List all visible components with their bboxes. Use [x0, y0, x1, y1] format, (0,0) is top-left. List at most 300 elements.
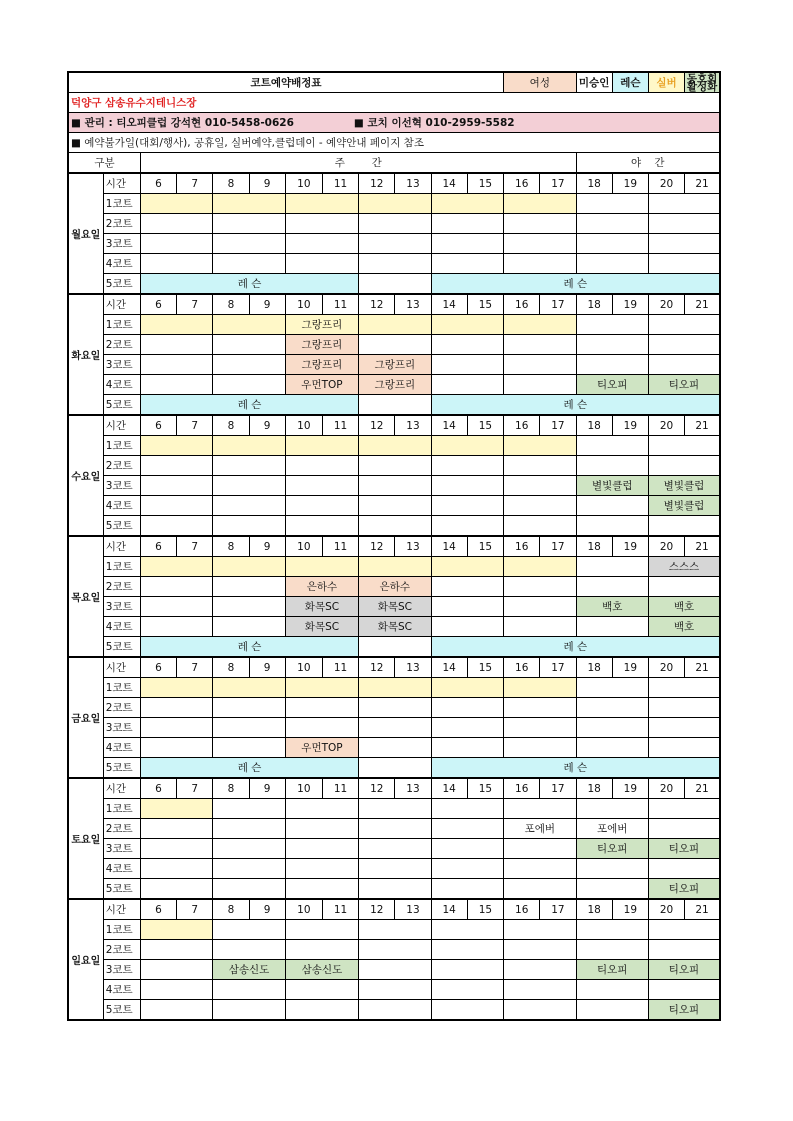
court-label: 1코트 [103, 920, 140, 940]
court-row [68, 678, 720, 698]
hour-cell: 11 [322, 536, 358, 557]
coach-contact: ■ 코치 이선혁 010-2959-5582 [353, 117, 515, 129]
reservation-slot [431, 879, 504, 900]
reservation-slot: 화목SC [359, 597, 431, 617]
hour-cell: 20 [648, 173, 684, 194]
reservation-slot [213, 799, 285, 819]
hour-cell: 15 [467, 415, 503, 436]
reservation-slot [140, 738, 212, 758]
reservation-slot [140, 194, 212, 214]
court-row [68, 375, 720, 395]
reservation-slot [285, 476, 358, 496]
hour-cell: 20 [648, 657, 684, 678]
reservation-slot [285, 980, 358, 1000]
hour-cell: 10 [285, 173, 322, 194]
reservation-slot [359, 879, 431, 900]
hour-cell: 17 [540, 536, 576, 557]
time-label: 시간 [103, 899, 140, 920]
reservation-slot: 레 슨 [140, 758, 358, 779]
reservation-slot: 티오피 [576, 375, 648, 395]
hour-cell: 11 [322, 899, 358, 920]
reservation-slot [576, 718, 648, 738]
reservation-slot [504, 738, 576, 758]
reservation-slot: 레 슨 [431, 274, 720, 295]
reservation-slot [648, 799, 720, 819]
reservation-slot [648, 718, 720, 738]
reservation-slot: 티오피 [576, 960, 648, 980]
court-label: 5코트 [103, 516, 140, 537]
reservation-slot [140, 214, 212, 234]
reservation-slot [431, 859, 504, 879]
court-row [68, 355, 720, 375]
hour-cell: 19 [612, 899, 648, 920]
legend-unapproved: 미승인 [576, 72, 612, 93]
hour-cell: 9 [249, 657, 285, 678]
court-label: 5코트 [103, 395, 140, 416]
reservation-slot: 레 슨 [431, 637, 720, 658]
reservation-slot: 그랑프리 [285, 335, 358, 355]
reservation-slot: 레 슨 [140, 637, 358, 658]
reservation-slot [576, 496, 648, 516]
hour-cell: 21 [685, 899, 720, 920]
reservation-slot [504, 456, 576, 476]
reservation-slot [213, 335, 285, 355]
reservation-slot [359, 1000, 431, 1021]
reservation-slot: 삼송신도 [213, 960, 285, 980]
reservation-slot [213, 234, 285, 254]
hour-cell: 15 [467, 899, 503, 920]
hour-cell: 14 [431, 778, 467, 799]
day-label: 수요일 [68, 415, 103, 536]
hour-cell: 17 [540, 778, 576, 799]
nighttime-header: 야 간 [576, 153, 720, 174]
reservation-slot: 백호 [648, 597, 720, 617]
hour-row [68, 657, 720, 678]
reservation-slot [504, 960, 576, 980]
court-label: 3코트 [103, 355, 140, 375]
reservation-slot [576, 1000, 648, 1021]
court-row [68, 456, 720, 476]
reservation-slot [213, 819, 285, 839]
time-label: 시간 [103, 294, 140, 315]
hour-cell: 10 [285, 657, 322, 678]
hour-cell: 13 [395, 657, 431, 678]
reservation-slot [140, 1000, 212, 1021]
reservation-slot: 티오피 [648, 1000, 720, 1021]
reservation-slot [431, 1000, 504, 1021]
hour-cell: 21 [685, 536, 720, 557]
day-label: 월요일 [68, 173, 103, 294]
hour-cell: 6 [140, 778, 176, 799]
reservation-slot [431, 819, 504, 839]
hour-row [68, 778, 720, 799]
reservation-slot [359, 819, 431, 839]
reservation-slot [359, 859, 431, 879]
reservation-slot: 백호 [576, 597, 648, 617]
hour-cell: 9 [249, 294, 285, 315]
court-row [68, 920, 720, 940]
reservation-slot [431, 516, 504, 537]
hour-cell: 21 [685, 294, 720, 315]
reservation-slot [431, 617, 504, 637]
court-row [68, 879, 720, 900]
reservation-slot [576, 879, 648, 900]
reservation-slot [359, 274, 431, 295]
hour-cell: 16 [504, 778, 540, 799]
reservation-slot [504, 698, 576, 718]
court-label: 1코트 [103, 194, 140, 214]
hour-row [68, 536, 720, 557]
reservation-slot [504, 1000, 576, 1021]
court-label: 5코트 [103, 758, 140, 779]
hour-cell: 7 [177, 536, 213, 557]
reservation-slot [140, 698, 212, 718]
hour-cell: 6 [140, 899, 176, 920]
reservation-slot: 백호 [648, 617, 720, 637]
court-label: 5코트 [103, 879, 140, 900]
reservation-slot [140, 678, 212, 698]
reservation-slot [648, 738, 720, 758]
reservation-slot [359, 516, 431, 537]
reservation-slot [431, 375, 504, 395]
hour-cell: 16 [504, 294, 540, 315]
reservation-slot [140, 476, 212, 496]
reservation-slot [431, 960, 504, 980]
reservation-slot [648, 678, 720, 698]
hour-cell: 18 [576, 415, 612, 436]
reservation-slot [504, 920, 576, 940]
reservation-slot [285, 234, 358, 254]
hour-cell: 13 [395, 536, 431, 557]
court-label: 4코트 [103, 254, 140, 274]
reservation-slot [140, 819, 212, 839]
reservation-slot [140, 799, 212, 819]
legend-women: 여성 [504, 72, 576, 93]
reservation-slot [140, 335, 212, 355]
hour-cell: 19 [612, 173, 648, 194]
court-row [68, 476, 720, 496]
court-label: 3코트 [103, 597, 140, 617]
hour-cell: 8 [213, 657, 249, 678]
hour-cell: 6 [140, 173, 176, 194]
legend-lesson: 레슨 [612, 72, 648, 93]
reservation-slot [576, 738, 648, 758]
hour-cell: 11 [322, 415, 358, 436]
reservation-slot [431, 980, 504, 1000]
hour-cell: 16 [504, 657, 540, 678]
reservation-slot [576, 617, 648, 637]
court-label: 1코트 [103, 799, 140, 819]
hour-cell: 15 [467, 294, 503, 315]
court-row [68, 758, 720, 779]
hour-cell: 16 [504, 536, 540, 557]
day-label: 화요일 [68, 294, 103, 415]
title-row [68, 72, 720, 93]
reservation-slot [504, 254, 576, 274]
hour-cell: 14 [431, 899, 467, 920]
reservation-slot [431, 557, 504, 577]
hour-cell: 17 [540, 657, 576, 678]
court-row [68, 819, 720, 839]
reservation-slot [140, 617, 212, 637]
reservation-slot [359, 738, 431, 758]
reservation-slot [504, 335, 576, 355]
hour-cell: 10 [285, 778, 322, 799]
reservation-slot [431, 698, 504, 718]
reservation-slot [576, 234, 648, 254]
court-row [68, 637, 720, 658]
reservation-slot: 그랑프리 [285, 355, 358, 375]
hour-cell: 14 [431, 536, 467, 557]
hour-cell: 12 [359, 415, 395, 436]
reservation-slot [431, 597, 504, 617]
reservation-slot [431, 678, 504, 698]
reservation-slot [576, 859, 648, 879]
reservation-slot [576, 698, 648, 718]
reservation-slot [285, 920, 358, 940]
reservation-slot [140, 456, 212, 476]
legend-silver: 실버 [648, 72, 684, 93]
section-header-row [68, 153, 720, 174]
time-label: 시간 [103, 778, 140, 799]
reservation-slot: 그랑프리 [285, 315, 358, 335]
reservation-slot [359, 214, 431, 234]
day-label: 토요일 [68, 778, 103, 899]
hour-row [68, 294, 720, 315]
court-label: 4코트 [103, 859, 140, 879]
court-reservation-table [67, 71, 721, 1021]
reservation-slot [576, 214, 648, 234]
hour-cell: 8 [213, 415, 249, 436]
hour-row [68, 415, 720, 436]
court-label: 2코트 [103, 577, 140, 597]
management-info [68, 113, 720, 133]
hour-cell: 15 [467, 536, 503, 557]
hour-cell: 12 [359, 899, 395, 920]
reservation-slot: 화목SC [359, 617, 431, 637]
court-label: 2코트 [103, 940, 140, 960]
reservation-slot [431, 214, 504, 234]
hour-cell: 7 [177, 899, 213, 920]
reservation-slot [213, 698, 285, 718]
reservation-slot [359, 254, 431, 274]
reservation-slot: 포에버 [504, 819, 576, 839]
reservation-slot [213, 1000, 285, 1021]
reservation-slot [285, 557, 358, 577]
reservation-slot [504, 496, 576, 516]
hour-cell: 13 [395, 778, 431, 799]
hour-cell: 15 [467, 778, 503, 799]
hour-cell: 10 [285, 536, 322, 557]
reservation-slot [504, 194, 576, 214]
court-label: 4코트 [103, 496, 140, 516]
reservation-slot [576, 516, 648, 537]
reservation-slot [431, 799, 504, 819]
court-label: 4코트 [103, 617, 140, 637]
reservation-slot [576, 557, 648, 577]
reservation-slot [359, 234, 431, 254]
reservation-slot [359, 960, 431, 980]
day-label: 일요일 [68, 899, 103, 1020]
reservation-slot [576, 456, 648, 476]
hour-cell: 6 [140, 294, 176, 315]
reservation-slot [648, 436, 720, 456]
reservation-slot [285, 194, 358, 214]
reservation-slot [648, 315, 720, 335]
reservation-slot [213, 920, 285, 940]
reservation-slot [359, 436, 431, 456]
reservation-slot [648, 980, 720, 1000]
hour-cell: 16 [504, 173, 540, 194]
reservation-slot [213, 617, 285, 637]
court-row [68, 234, 720, 254]
reservation-slot: 스스스 [648, 557, 720, 577]
reservation-slot [359, 980, 431, 1000]
reservation-slot [504, 234, 576, 254]
reservation-slot [576, 678, 648, 698]
time-label: 시간 [103, 536, 140, 557]
legend-club: 동호회활성화 [685, 72, 720, 93]
hour-cell: 9 [249, 536, 285, 557]
hour-cell: 16 [504, 415, 540, 436]
reservation-slot [504, 617, 576, 637]
court-row [68, 960, 720, 980]
reservation-slot: 삼송신도 [285, 960, 358, 980]
reservation-slot [213, 254, 285, 274]
reservation-slot [431, 456, 504, 476]
reservation-slot [576, 254, 648, 274]
court-label: 3코트 [103, 839, 140, 859]
reservation-slot: 레 슨 [431, 758, 720, 779]
reservation-slot [359, 395, 431, 416]
hour-cell: 11 [322, 778, 358, 799]
court-label: 3코트 [103, 960, 140, 980]
reservation-slot [648, 254, 720, 274]
reservation-slot [359, 718, 431, 738]
court-label: 2코트 [103, 819, 140, 839]
hour-cell: 16 [504, 899, 540, 920]
hour-row [68, 173, 720, 194]
reservation-slot [504, 315, 576, 335]
hour-cell: 9 [249, 415, 285, 436]
time-label: 시간 [103, 657, 140, 678]
court-label: 3코트 [103, 234, 140, 254]
reservation-slot [359, 456, 431, 476]
reservation-slot [285, 839, 358, 859]
reservation-slot [576, 799, 648, 819]
reservation-slot [359, 839, 431, 859]
court-label: 4코트 [103, 738, 140, 758]
hour-cell: 20 [648, 415, 684, 436]
reservation-slot [431, 335, 504, 355]
reservation-slot [504, 940, 576, 960]
reservation-slot [576, 194, 648, 214]
reservation-slot [648, 940, 720, 960]
court-row [68, 496, 720, 516]
hour-cell: 14 [431, 415, 467, 436]
reservation-slot [576, 577, 648, 597]
hour-cell: 19 [612, 294, 648, 315]
reservation-slot [431, 920, 504, 940]
reservation-slot [431, 234, 504, 254]
page-title: 코트예약배정표 [68, 72, 504, 93]
hour-cell: 7 [177, 778, 213, 799]
reservation-slot [140, 436, 212, 456]
reservation-slot [213, 577, 285, 597]
hour-cell: 17 [540, 415, 576, 436]
court-label: 3코트 [103, 718, 140, 738]
hour-cell: 15 [467, 173, 503, 194]
time-label: 시간 [103, 415, 140, 436]
court-row [68, 1000, 720, 1021]
court-label: 5코트 [103, 1000, 140, 1021]
reservation-slot [576, 980, 648, 1000]
reservation-slot [648, 194, 720, 214]
reservation-slot [140, 597, 212, 617]
reservation-slot [285, 859, 358, 879]
reservation-slot [648, 577, 720, 597]
reservation-slot [140, 254, 212, 274]
hour-cell: 9 [249, 899, 285, 920]
reservation-slot [213, 516, 285, 537]
hour-cell: 10 [285, 294, 322, 315]
reservation-slot [504, 678, 576, 698]
reservation-slot [213, 718, 285, 738]
reservation-slot: 우먼TOP [285, 738, 358, 758]
reservation-slot: 별빛클럽 [576, 476, 648, 496]
reservation-slot [285, 698, 358, 718]
reservation-slot [140, 859, 212, 879]
court-row [68, 799, 720, 819]
court-label: 4코트 [103, 980, 140, 1000]
reservation-slot [359, 557, 431, 577]
hour-cell: 21 [685, 657, 720, 678]
hour-cell: 12 [359, 778, 395, 799]
reservation-slot [213, 839, 285, 859]
reservation-slot: 그랑프리 [359, 375, 431, 395]
reservation-slot [213, 980, 285, 1000]
reservation-slot [431, 436, 504, 456]
reservation-slot: 티오피 [648, 879, 720, 900]
reservation-slot [504, 718, 576, 738]
hour-cell: 20 [648, 536, 684, 557]
reservation-slot [285, 456, 358, 476]
reservation-slot [213, 476, 285, 496]
reservation-slot [213, 194, 285, 214]
hour-cell: 11 [322, 294, 358, 315]
court-label: 2코트 [103, 698, 140, 718]
reservation-slot [213, 557, 285, 577]
reservation-slot [285, 436, 358, 456]
reservation-slot [140, 355, 212, 375]
reservation-slot: 그랑프리 [359, 355, 431, 375]
reservation-slot [285, 1000, 358, 1021]
hour-cell: 17 [540, 294, 576, 315]
hour-cell: 20 [648, 899, 684, 920]
hour-cell: 14 [431, 173, 467, 194]
reservation-slot: 티오피 [648, 375, 720, 395]
hour-cell: 14 [431, 657, 467, 678]
reservation-slot [285, 678, 358, 698]
reservation-slot [213, 940, 285, 960]
reservation-slot [140, 234, 212, 254]
hour-cell: 19 [612, 536, 648, 557]
hour-cell: 7 [177, 415, 213, 436]
court-label: 2코트 [103, 335, 140, 355]
reservation-slot [213, 738, 285, 758]
hour-cell: 9 [249, 173, 285, 194]
reservation-slot [213, 496, 285, 516]
